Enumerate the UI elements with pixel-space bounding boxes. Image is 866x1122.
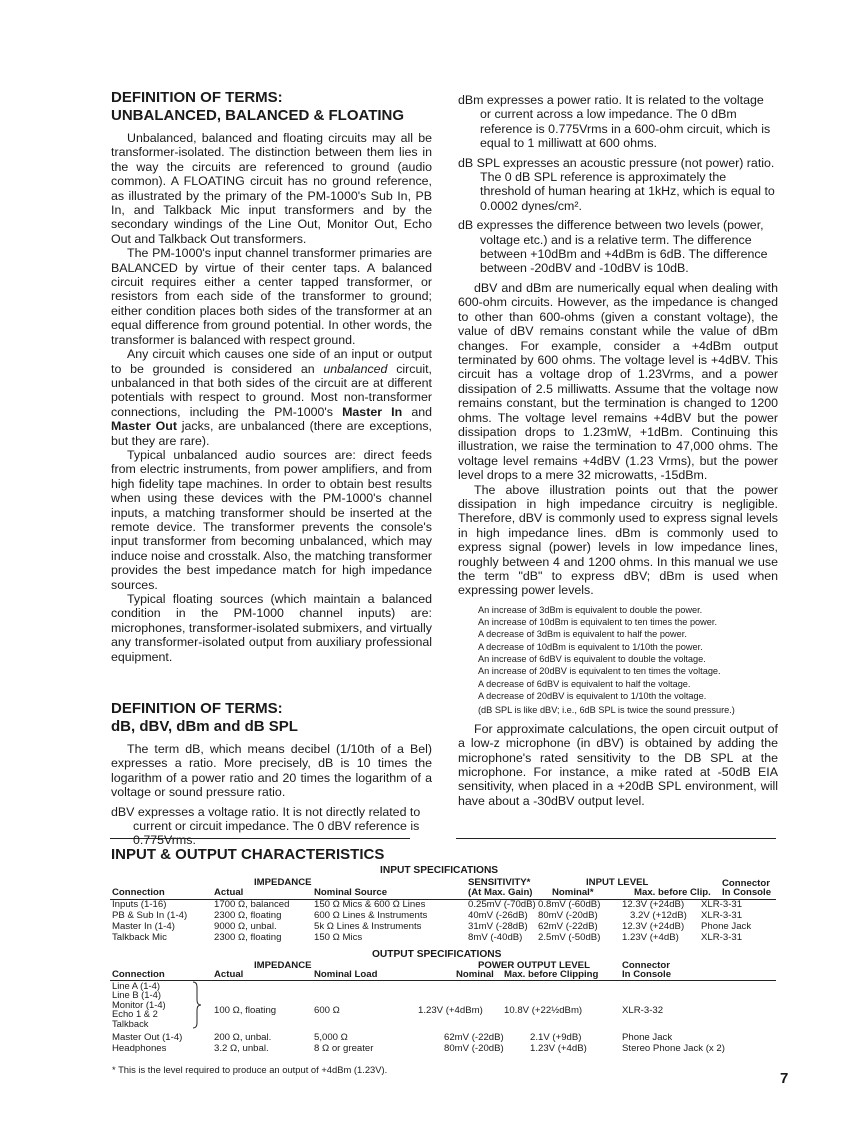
hdr-connector: Connector bbox=[622, 960, 670, 971]
hdr-connector: Connector bbox=[722, 878, 770, 889]
section-title-db: DEFINITION OF TERMS: bbox=[111, 700, 283, 718]
rule-item: An increase of 6dBV is equivalent to double the voltage. bbox=[478, 654, 706, 664]
cell-connector: XLR-3-31 bbox=[701, 910, 743, 921]
io-title: INPUT & OUTPUT CHARACTERISTICS bbox=[111, 846, 385, 863]
cell-nominal: 0.8mV (-60dB) bbox=[538, 899, 601, 910]
cell-nominal: 62mV (-22dB) bbox=[538, 921, 598, 932]
cell-clip: 12.3V (+24dB) bbox=[622, 899, 685, 910]
section-divider-right bbox=[456, 838, 776, 839]
rule-item: A decrease of 3dBm is equivalent to half the power. bbox=[478, 629, 687, 640]
cell-source: 150 Ω Mics bbox=[314, 932, 363, 943]
cell-connector: XLR-3-32 bbox=[622, 1005, 664, 1016]
table-row bbox=[110, 1044, 776, 1055]
cell-actual: 1700 Ω, balanced bbox=[214, 899, 290, 910]
cell-nominal: 80mV (-20dB) bbox=[444, 1043, 504, 1054]
cell-connection: Talkback Mic bbox=[112, 932, 167, 943]
paragraph: dBV and dBm are numerically equal when dealing with 600-ohm circuits. However, as the impedance is changed to other than 600-ohms (given a constant voltage), the value of dBV remains constant while the value of dBm changes. For example, consider a +4dBm output terminated by 600 ohms. The voltage level is +4dBV. This circuit has a voltage drop of 1.23Vrms, and a power dissipation of 2.5 milliwatts. Assume that the voltage now remains constant, but the termination is changed to 1200 ohms. The voltage level remains +4dBV but the power dissipation drops to 1.23mW, +1dBm. Continuing this illustration, we raise the termination to 47,000 ohms. The voltage level remains +4dBV (1.23 Vrms), but the power level drops to a mere 32 microwatts, -15dBm. bbox=[458, 280, 778, 483]
section-subtitle-db: dB, dBV, dBm and dB SPL bbox=[111, 718, 298, 736]
definition-dbm: dBm expresses a power ratio. It is related to the voltage or current across a low impedance. The 0 dBm reference is 0.775Vrms in a 600-ohm circuit, which is equal to 1 milliwatt at 600 ohms. bbox=[458, 93, 771, 151]
paragraph: The PM-1000's input channel transformer primaries are BALANCED by virtue of their center taps. A balanced circuit requires either a center tapped transformer, or resistors from each side of the transformer to ground; either condition places both sides of the transformer at an equal difference from ground potential. In other words, the transformer is balanced with respect ground. bbox=[111, 246, 432, 347]
cell-sensitivity: 40mV (-26dB) bbox=[468, 910, 528, 921]
list-item: Line A (1-4) bbox=[112, 980, 160, 991]
paragraph-dbv: dBV expresses a voltage ratio. It is not directly related to current or circuit impedance. The 0 dBV reference is 0.775Vrms. bbox=[111, 804, 421, 848]
cell-clip: 12.3V (+24dB) bbox=[622, 921, 685, 932]
paragraph: For approximate calculations, the open circuit output of a low-z microphone (in dBV) is obtained by adding the microphone's rated sensitivity to the DB SPL at the microphone. For instance, a mike rated at -50dB EIA sensitivity, when placed in a +20dB SPL environment, will have about a -30dBV output level. bbox=[458, 721, 778, 808]
cell-actual: 3.2 Ω, unbal. bbox=[214, 1043, 269, 1054]
cell-nominal: 2.5mV (-50dB) bbox=[538, 932, 601, 943]
definition-dbspl: dB SPL expresses an acoustic pressure (not power) ratio. The 0 dB SPL reference is approximately the threshold of human hearing at 1kHz, which is equal to 0.0002 dynes/cm². bbox=[458, 155, 775, 213]
list-item: Echo 1 & 2 bbox=[112, 1008, 158, 1020]
table-footnote: * This is the level required to produce an output of +4dBm (1.23V). bbox=[112, 1064, 388, 1075]
cell-connector: Stereo Phone Jack (x 2) bbox=[622, 1043, 725, 1054]
cell-connector: Phone Jack bbox=[701, 921, 752, 932]
hdr-power-output: POWER OUTPUT LEVEL bbox=[478, 960, 590, 971]
rule-item: An increase of 10dBm is equivalent to ten times the power. bbox=[478, 617, 718, 628]
hdr-max-clip: Max. before Clip. bbox=[634, 887, 711, 898]
hdr-nominal: Nominal bbox=[456, 969, 494, 980]
paragraph: The above illustration points out that the power dissipation in high impedance circuitry is negligible. Therefore, dBV is commonly used to express signal levels in high impedance lines. dBm is commonly used to express signal (power) levels in low impedance lines, roughly between 4 and 1200 ohms. In this manual we use the term "dB" to express dBV; dBm is used when expressing power levels. bbox=[458, 482, 778, 598]
cell-clip: 10.8V (+22½dBm) bbox=[504, 1005, 583, 1016]
hdr-connection: Connection bbox=[112, 887, 165, 898]
hdr-actual: Actual bbox=[214, 969, 244, 980]
cell-connection: PB & Sub In (1-4) bbox=[112, 910, 188, 921]
cell-connector: XLR-3-31 bbox=[701, 899, 743, 910]
rule-item: A decrease of 6dBV is equivalent to half the voltage. bbox=[478, 678, 691, 689]
cell-clip: 2.1V (+9dB) bbox=[530, 1032, 582, 1043]
rules-note: (dB SPL is like dBV; i.e., 6dB SPL is twice the sound pressure.) bbox=[478, 705, 735, 716]
cell-load: 8 Ω or greater bbox=[314, 1043, 374, 1054]
hdr-impedance: IMPEDANCE bbox=[254, 877, 312, 888]
cell-load: 5,000 Ω bbox=[314, 1032, 348, 1043]
output-spec-caption: OUTPUT SPECIFICATIONS bbox=[372, 949, 502, 960]
table-row bbox=[110, 933, 776, 944]
section-subtitle-unbalanced: UNBALANCED, BALANCED & FLOATING bbox=[111, 107, 405, 124]
cell-clip: 3.2V (+12dB) bbox=[630, 910, 687, 921]
cell-clip: 1.23V (+4dB) bbox=[530, 1043, 587, 1054]
hdr-max-gain: (At Max. Gain) bbox=[468, 887, 533, 898]
hdr-input-level: INPUT LEVEL bbox=[586, 877, 649, 888]
cell-clip: 1.23V (+4dB) bbox=[622, 932, 679, 943]
header-underline bbox=[110, 980, 776, 981]
rule-item: A decrease of 10dBm is equivalent to 1/10th the power. bbox=[478, 641, 703, 652]
cell-source: 150 Ω Mics & 600 Ω Lines bbox=[314, 899, 426, 910]
hdr-nominal-load: Nominal Load bbox=[314, 969, 378, 980]
list-item: Line B (1-4) bbox=[112, 989, 161, 1001]
paragraph: The term dB, which means decibel (1/10th of a Bel) expresses a ratio. More precisely, dB is 10 times the logarithm of a power ratio and 20 times the logarithm of a voltage or sound pressure ratio. bbox=[111, 742, 432, 800]
cell-actual: 2300 Ω, floating bbox=[214, 910, 282, 921]
cell-sensitivity: 8mV (-40dB) bbox=[468, 932, 523, 943]
cell-connection: Inputs (1-16) bbox=[112, 899, 167, 910]
hdr-sensitivity: SENSITIVITY* bbox=[468, 877, 531, 888]
cell-load: 600 Ω bbox=[314, 1005, 340, 1016]
definition-db: dB expresses the difference between two levels (power, voltage etc.) and is a relative term. The difference between +10dBm and +4dBm is 6dB. The difference between -20dBV and -10dBV is 10dB. bbox=[458, 218, 768, 276]
cell-nominal: 1.23V (+4dBm) bbox=[418, 1005, 483, 1016]
cell-actual: 2300 Ω, floating bbox=[214, 932, 282, 943]
left-column bbox=[111, 89, 432, 848]
cell-nominal: 80mV (-20dB) bbox=[538, 910, 598, 921]
output-spec-table bbox=[110, 949, 776, 1054]
hdr-connection: Connection bbox=[112, 969, 165, 980]
paragraph: Typical floating sources (which maintain a balanced condition in the PM-1000 channel inputs) are: microphones, transformer-isolated submixers, and virtually any transformer-isolated output from auxiliary professional equipment. bbox=[111, 592, 432, 664]
hdr-max-clipping: Max. before Clipping bbox=[504, 969, 599, 980]
cell-sensitivity: 31mV (-28dB) bbox=[468, 921, 528, 932]
cell-connector: XLR-3-31 bbox=[701, 932, 743, 943]
rule-item: An increase of 20dBV is equivalent to ten times the voltage. bbox=[478, 666, 721, 677]
cell-source: 600 Ω Lines & Instruments bbox=[314, 910, 428, 921]
cell-actual: 9000 Ω, unbal. bbox=[214, 921, 277, 932]
cell-nominal: 62mV (-22dB) bbox=[444, 1032, 504, 1043]
hdr-nominal-source: Nominal Source bbox=[314, 887, 388, 898]
input-spec-table bbox=[110, 866, 776, 956]
output-group-list bbox=[112, 981, 166, 1028]
paragraph: Typical unbalanced audio sources are: direct feeds from electric instruments, from power amplifiers, and from high fidelity tape machines. In order to obtain best results when using these devices with the PM-1000's channel inputs, a matching transformer should be inserted at the remote device. The transformer prevents the console's input transformer from becoming unbalanced, which may induce noise and crosstalk. Also, the matching transformer provides the best impedance match for high impedance sources. bbox=[111, 447, 432, 592]
cell-actual: 200 Ω, unbal. bbox=[214, 1032, 272, 1043]
hdr-actual: Actual bbox=[214, 887, 244, 898]
right-column bbox=[458, 93, 778, 808]
list-item: Monitor (1-4) bbox=[112, 998, 166, 1010]
hdr-in-console: In Console bbox=[622, 969, 672, 980]
cell-source: 5k Ω Lines & Instruments bbox=[314, 921, 422, 932]
input-spec-caption: INPUT SPECIFICATIONS bbox=[380, 865, 499, 876]
list-item: Talkback bbox=[112, 1017, 149, 1029]
cell-sensitivity: 0.25mV (-70dB) bbox=[468, 899, 536, 910]
cell-connection: Master Out (1-4) bbox=[112, 1032, 183, 1043]
cell-connector: Phone Jack bbox=[622, 1032, 673, 1043]
rules-list bbox=[458, 604, 778, 702]
page-number: 7 bbox=[780, 1070, 789, 1087]
rule-item: A decrease of 20dBV is equivalent to 1/10th the voltage. bbox=[478, 690, 707, 701]
paragraph: Unbalanced, balanced and floating circuits may all be transformer-isolated. The distinction between them lies in the way the circuits are referenced to ground (audio common). A FLOATING circuit has no ground reference, as illustrated by the primary of the PM-1000's Sub In, PB In, and Talkback Mic input transformers and by the secondary windings of the Line Out, Monitor Out, Echo Out and Talkback Out transformers. bbox=[111, 131, 432, 246]
rule-item: An increase of 3dBm is equivalent to double the power. bbox=[478, 604, 703, 615]
section-title-unbalanced: DEFINITION OF TERMS: bbox=[111, 89, 283, 106]
group-brace bbox=[190, 981, 204, 1029]
cell-connection: Headphones bbox=[112, 1043, 167, 1054]
hdr-impedance: IMPEDANCE bbox=[254, 960, 312, 971]
hdr-in-console: In Console bbox=[722, 887, 772, 898]
cell-connection: Master In (1-4) bbox=[112, 921, 175, 932]
cell-actual: 100 Ω, floating bbox=[214, 1005, 277, 1016]
section-divider bbox=[110, 838, 410, 839]
paragraph: Any circuit which causes one side of an input or output to be grounded is considered an unbalanced circuit, unbalanced in that both sides of the circuit are at different potentials with respect to ground. Most non-transformer connections, including the PM-1000's Master In and Master Out jacks, are unbalanced (there are exceptions, but they are rare). bbox=[111, 347, 432, 448]
hdr-nominal: Nominal* bbox=[552, 887, 594, 898]
